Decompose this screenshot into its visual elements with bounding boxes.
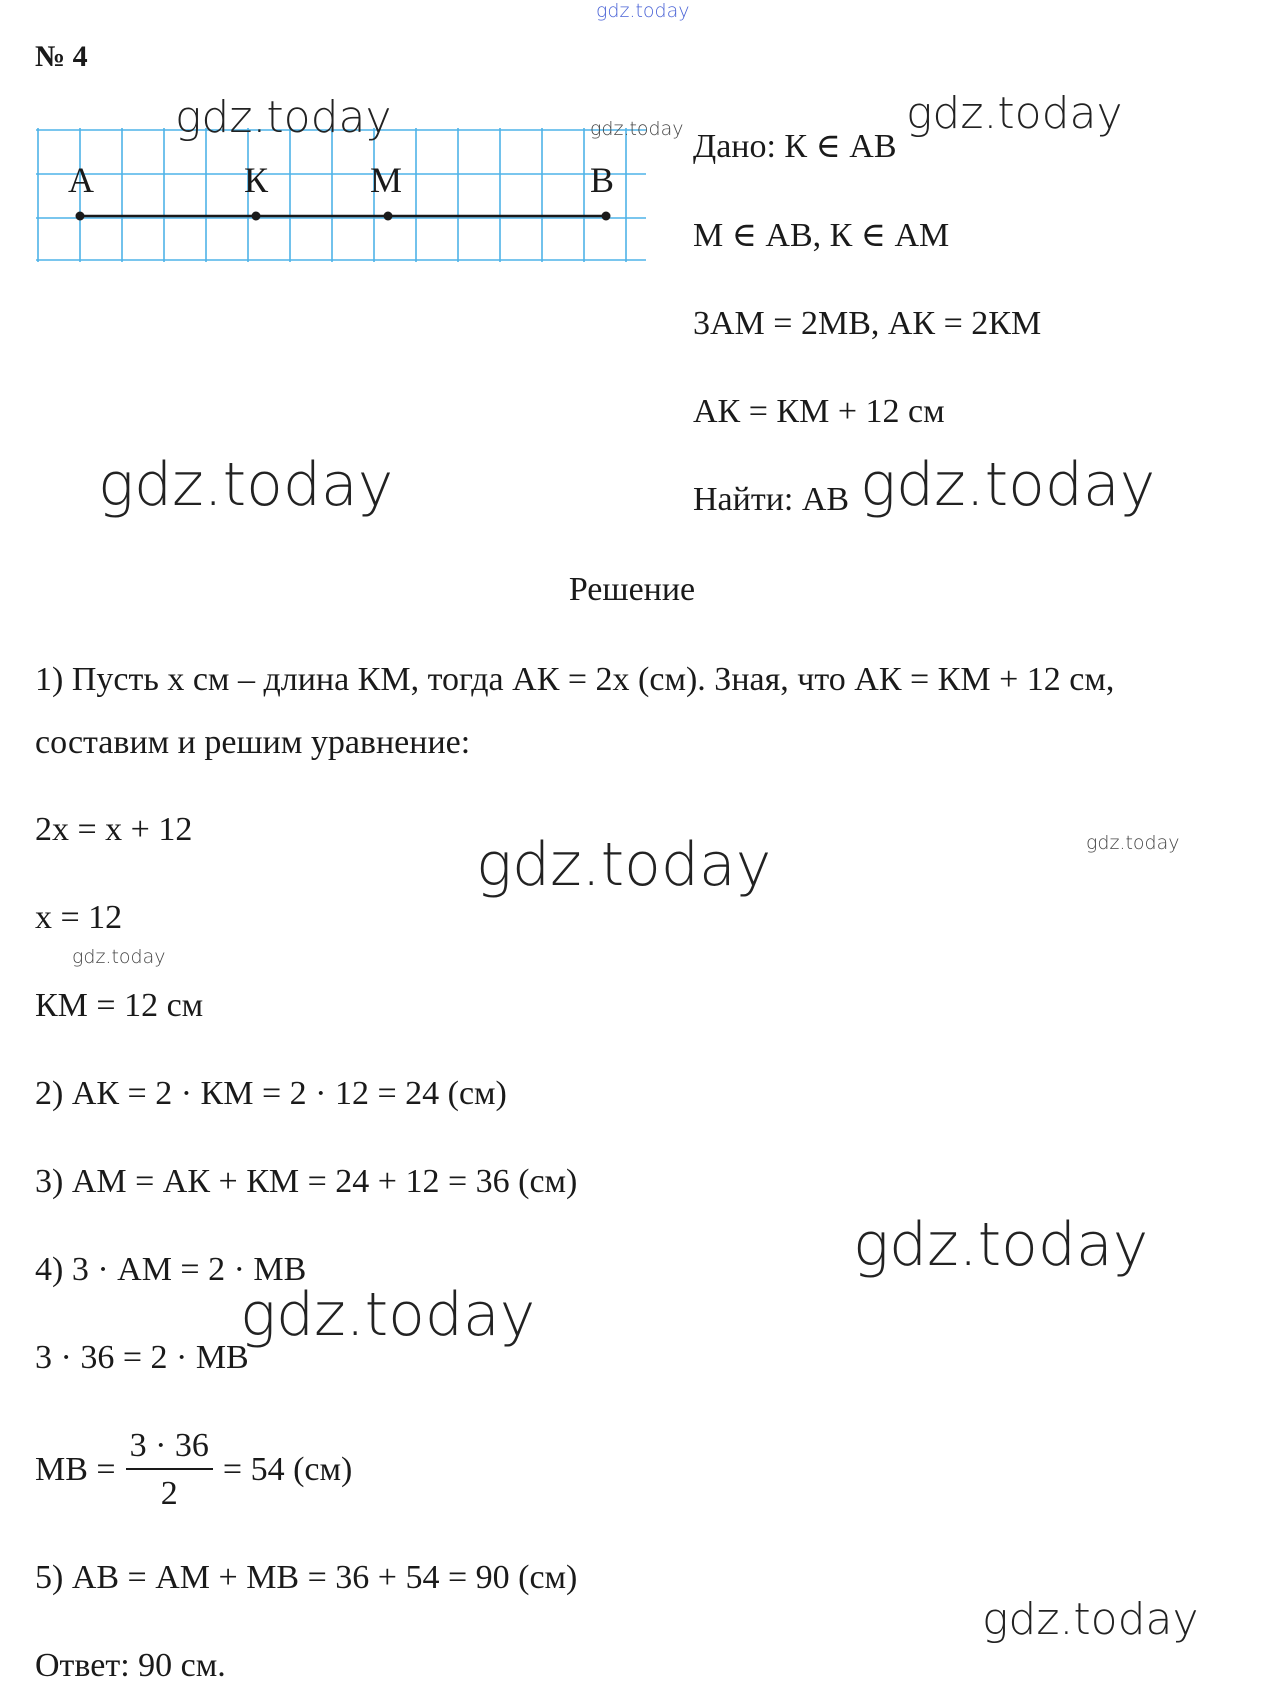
watermark: gdz.today (982, 1594, 1199, 1645)
given-line-1: Дано: К ∈ АВ (693, 128, 897, 165)
step-3: 3) АМ = АК + КМ = 24 + 12 = 36 (см) (35, 1163, 578, 1200)
fraction-denominator: 2 (160, 1475, 178, 1512)
step-2: 2) АК = 2 · КМ = 2 · 12 = 24 (см) (35, 1075, 507, 1112)
solution-title: Решение (568, 571, 696, 608)
segment-figure (36, 128, 646, 262)
label-a: A (68, 160, 94, 200)
label-k: К (244, 160, 269, 200)
watermark: gdz.today (590, 118, 684, 140)
point-a (76, 212, 85, 221)
label-b: B (590, 160, 615, 200)
problem-number: № 4 (35, 40, 88, 73)
watermark: gdz.today (98, 450, 394, 520)
given-line-2: М ∈ АВ, К ∈ АМ (693, 217, 950, 254)
fraction-left: МВ = (35, 1451, 116, 1488)
watermark: gdz.today (72, 946, 166, 968)
grid-lines (36, 128, 646, 262)
point-m (384, 212, 393, 221)
watermark: gdz.today (476, 830, 772, 900)
watermark: gdz.today (240, 1280, 536, 1350)
find-line: Найти: АВ (693, 481, 850, 518)
label-m: M (370, 160, 403, 200)
step-5: 5) АВ = АМ + МВ = 36 + 54 = 90 (см) (35, 1559, 578, 1596)
equation-3: КМ = 12 см (35, 987, 204, 1024)
given-line-3: 3АМ = 2МВ, АК = 2КМ (693, 305, 1042, 342)
watermark: gdz.today (860, 450, 1156, 520)
given-line-4: АК = КМ + 12 см (693, 393, 945, 430)
step-1-line-2: составим и решим уравнение: (35, 724, 471, 761)
point-b (602, 212, 611, 221)
watermark: gdz.today (175, 92, 392, 143)
header-watermark: gdz.today (596, 0, 690, 22)
point-k (252, 212, 261, 221)
watermark: gdz.today (853, 1210, 1149, 1280)
fraction (126, 1426, 213, 1514)
answer: Ответ: 90 см. (35, 1647, 226, 1684)
fraction-numerator: 3 · 36 (126, 1426, 213, 1470)
fraction-right: = 54 (см) (222, 1451, 353, 1488)
step-4-substitution: 3 · 36 = 2 · МВ (35, 1339, 249, 1376)
segment-figure-svg (36, 128, 646, 262)
step-4: 4) 3 · АМ = 2 · МВ (35, 1251, 307, 1288)
watermark: gdz.today (1086, 832, 1180, 854)
step-1-line-1: 1) Пусть x см – длина КМ, тогда АК = 2x (см). Зная, что АК = КМ + 12 см, (35, 661, 1115, 698)
equation-1: 2x = x + 12 (35, 811, 193, 848)
equation-2: x = 12 (35, 899, 123, 936)
watermark: gdz.today (906, 88, 1123, 139)
step-4-fraction-line (35, 1426, 352, 1514)
